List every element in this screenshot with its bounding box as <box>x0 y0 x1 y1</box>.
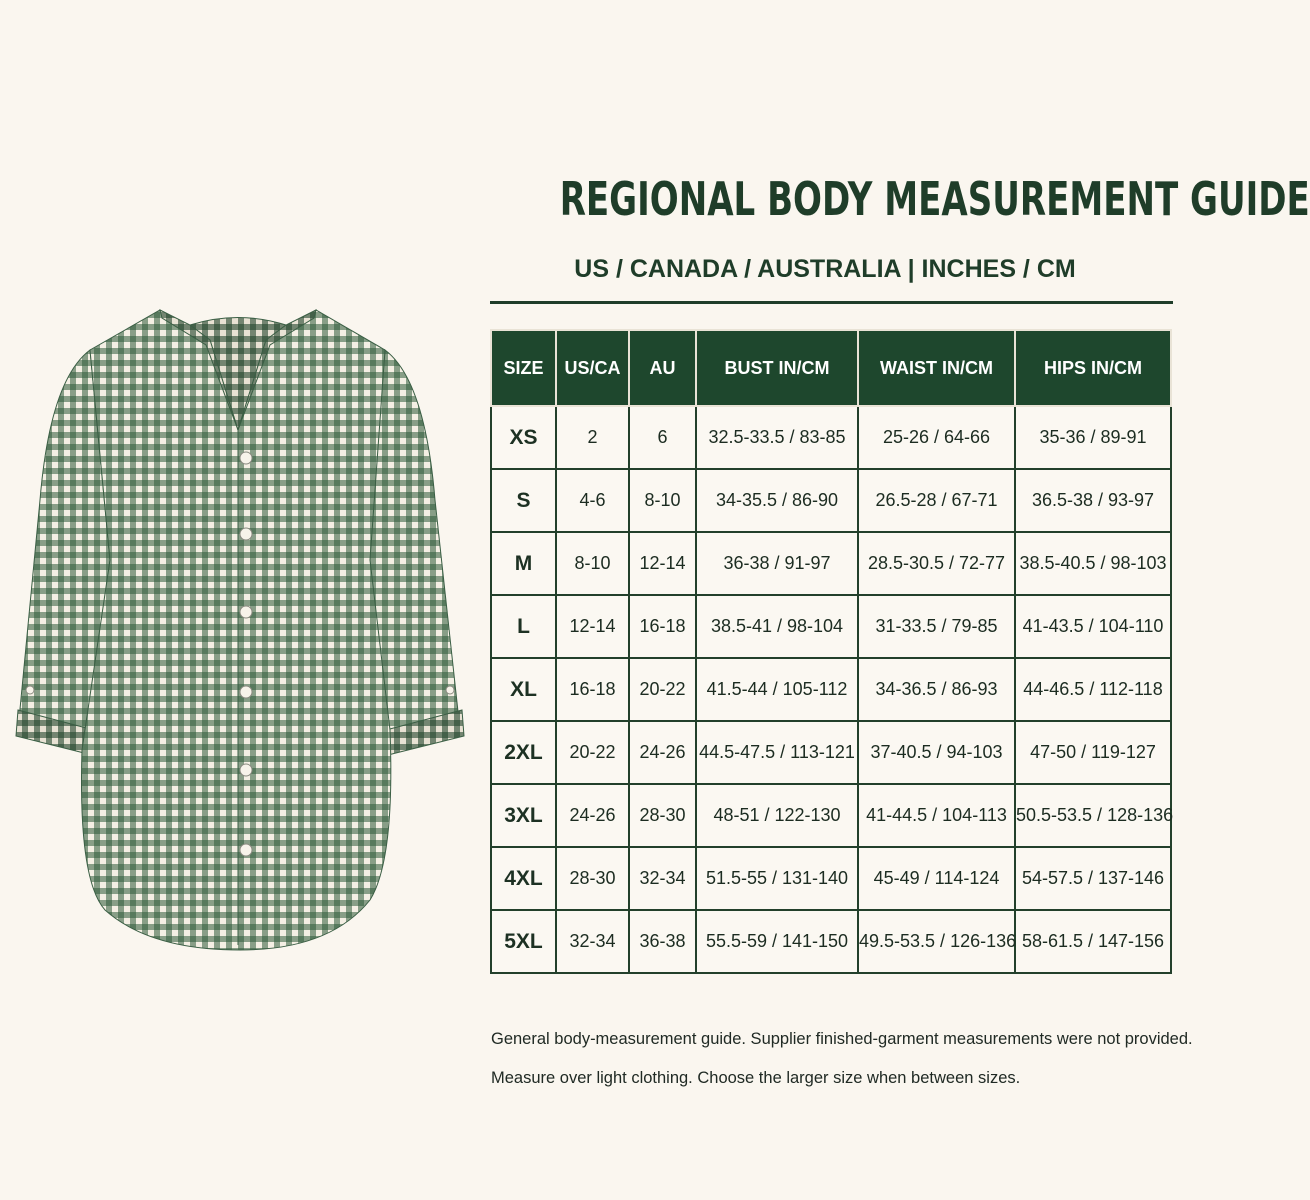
us-ca-cell: 20-22 <box>556 721 629 784</box>
au-cell: 24-26 <box>629 721 696 784</box>
note-line: General body-measurement guide. Supplier finished-garment measurements were not provided. <box>491 1030 1193 1048</box>
hips-cell: 44-46.5 / 112-118 <box>1015 658 1171 721</box>
bust-cell: 34-35.5 / 86-90 <box>696 469 858 532</box>
bust-cell: 36-38 / 91-97 <box>696 532 858 595</box>
size-cell: 5XL <box>491 910 556 973</box>
us-ca-cell: 2 <box>556 406 629 469</box>
header-hips: HIPS IN/CM <box>1015 330 1171 406</box>
waist-cell: 49.5-53.5 / 126-136 <box>858 910 1015 973</box>
bust-cell: 41.5-44 / 105-112 <box>696 658 858 721</box>
waist-cell: 28.5-30.5 / 72-77 <box>858 532 1015 595</box>
table-row <box>491 910 1171 973</box>
bust-cell: 55.5-59 / 141-150 <box>696 910 858 973</box>
hips-cell: 54-57.5 / 137-146 <box>1015 847 1171 910</box>
notes <box>491 1020 1191 1098</box>
size-chart-table <box>490 329 1172 974</box>
shirt-image <box>10 300 470 960</box>
size-cell: 2XL <box>491 721 556 784</box>
au-cell: 16-18 <box>629 595 696 658</box>
hips-cell: 41-43.5 / 104-110 <box>1015 595 1171 658</box>
table-header-row <box>491 330 1171 406</box>
hips-cell: 58-61.5 / 147-156 <box>1015 910 1171 973</box>
au-cell: 12-14 <box>629 532 696 595</box>
waist-cell: 26.5-28 / 67-71 <box>858 469 1015 532</box>
hips-cell: 35-36 / 89-91 <box>1015 406 1171 469</box>
note-line: Measure over light clothing. Choose the larger size when between sizes. <box>491 1069 1021 1087</box>
us-ca-cell: 28-30 <box>556 847 629 910</box>
us-ca-cell: 16-18 <box>556 658 629 721</box>
table-row <box>491 532 1171 595</box>
table-row <box>491 469 1171 532</box>
header-waist: WAIST IN/CM <box>858 330 1015 406</box>
us-ca-cell: 32-34 <box>556 910 629 973</box>
us-ca-cell: 12-14 <box>556 595 629 658</box>
hips-cell: 36.5-38 / 93-97 <box>1015 469 1171 532</box>
size-cell: M <box>491 532 556 595</box>
table-row <box>491 406 1171 469</box>
size-cell: 3XL <box>491 784 556 847</box>
au-cell: 28-30 <box>629 784 696 847</box>
waist-cell: 34-36.5 / 86-93 <box>858 658 1015 721</box>
title-divider <box>490 301 1173 304</box>
au-cell: 6 <box>629 406 696 469</box>
table-row <box>491 595 1171 658</box>
size-cell: XL <box>491 658 556 721</box>
waist-cell: 31-33.5 / 79-85 <box>858 595 1015 658</box>
au-cell: 20-22 <box>629 658 696 721</box>
header-us-ca: US/CA <box>556 330 629 406</box>
waist-cell: 45-49 / 114-124 <box>858 847 1015 910</box>
header-bust: BUST IN/CM <box>696 330 858 406</box>
header-size: SIZE <box>491 330 556 406</box>
us-ca-cell: 8-10 <box>556 532 629 595</box>
header-au: AU <box>629 330 696 406</box>
au-cell: 8-10 <box>629 469 696 532</box>
au-cell: 32-34 <box>629 847 696 910</box>
bust-cell: 44.5-47.5 / 113-121 <box>696 721 858 784</box>
table-row <box>491 847 1171 910</box>
page-title: REGIONAL BODY MEASUREMENT GUIDE <box>559 172 1310 226</box>
bust-cell: 38.5-41 / 98-104 <box>696 595 858 658</box>
bust-cell: 48-51 / 122-130 <box>696 784 858 847</box>
size-cell: XS <box>491 406 556 469</box>
hips-cell: 47-50 / 119-127 <box>1015 721 1171 784</box>
au-cell: 36-38 <box>629 910 696 973</box>
us-ca-cell: 4-6 <box>556 469 629 532</box>
us-ca-cell: 24-26 <box>556 784 629 847</box>
page-subtitle: US / CANADA / AUSTRALIA | INCHES / CM <box>574 255 1076 283</box>
size-cell: S <box>491 469 556 532</box>
table-row <box>491 658 1171 721</box>
hips-cell: 50.5-53.5 / 128-136 <box>1015 784 1171 847</box>
waist-cell: 25-26 / 64-66 <box>858 406 1015 469</box>
bust-cell: 51.5-55 / 131-140 <box>696 847 858 910</box>
bust-cell: 32.5-33.5 / 83-85 <box>696 406 858 469</box>
table-row <box>491 721 1171 784</box>
size-cell: 4XL <box>491 847 556 910</box>
hips-cell: 38.5-40.5 / 98-103 <box>1015 532 1171 595</box>
waist-cell: 41-44.5 / 104-113 <box>858 784 1015 847</box>
table-row <box>491 784 1171 847</box>
size-cell: L <box>491 595 556 658</box>
waist-cell: 37-40.5 / 94-103 <box>858 721 1015 784</box>
